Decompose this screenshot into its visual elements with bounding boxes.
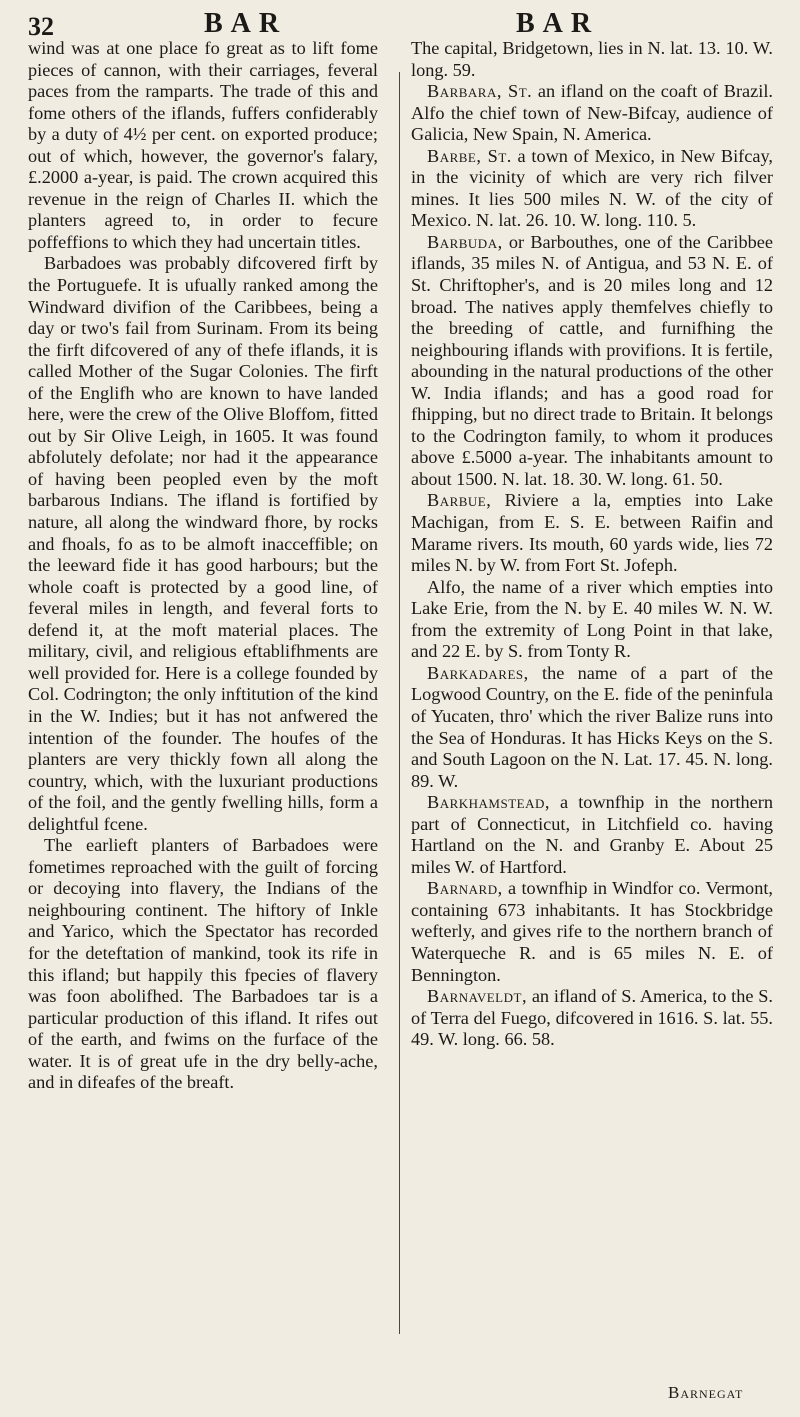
left-column (28, 38, 378, 1094)
entry-barbe-text: a town of Mexico, in New Bifcay, in the vicinity of which are very rich filver mines. It lies 500 miles N. W. of the city of Mexico. N. lat. 26. 10. W. long. 110. 5. (411, 145, 773, 231)
entry-barbue (411, 490, 773, 576)
entry-barbuda (411, 232, 773, 491)
entry-barnaveldt (411, 986, 773, 1051)
entry-barkadares-text: the name of a part of the Logwood Country, on the E. fide of the peninfula of Yucaten, thro' which the river Balize runs into the Sea of Honduras. It has Hicks Keys on the S. and South Lagoon on the N. Lat. 17. 45. N. long. 89. W. (411, 662, 773, 791)
page-number: 32 (28, 12, 54, 41)
column-divider (399, 72, 400, 1334)
barbadoes-entry-continued: wind was at one place fo great as to lift fome pieces of cannon, with their carriages, feveral paces from the ramparts. The trade of this and fome others of the iflands, fuffers confiderably by a duty of 4½ per cent. on exported produce; out of which, however, the governor's falary, £.2000 a-year, is paid. The crown acquired this revenue in the reign of Charles II. which the planters agreed to, in order to fecure poffeffions to which they had uncertain titles. (28, 38, 378, 252)
running-head-left: BAR (204, 8, 288, 39)
headword-barbue: Barbue, (427, 490, 492, 511)
entry-barbuda-text: or Barbouthes, one of the Caribbee iflands, 35 miles N. of Antigua, and 53 N. E. of St. Chriftopher's, and is 20 miles long and 12 broad. The natives apply themfelves chiefly to the breeding of cattle, and furnifhing the neighbouring iflands with provifions. It is fertile, abounding in the natural productions of the other W. India iflands; and has a good road for fhipping, but no direct trade to Britain. It belongs to the Codrington family, to whom it produces above £.5000 a-year. The inhabitants amount to about 1500. N. lat. 18. 30. W. long. 61. 50. (411, 231, 773, 489)
entry-barbue-also: Alfo, the name of a river which empties into Lake Erie, from the N. by E. 40 miles W. N. W. from the extremity of Long Point in that lake, and 22 E. by S. from Tonty R. (411, 576, 773, 662)
entry-barnaveldt-text: an ifland of S. America, to the S. of Terra del Fuego, difcovered in 1616. S. lat. 55. 49. W. long. 66. 58. (411, 986, 773, 1050)
headword-barkhamstead: Barkhamstead, (427, 792, 550, 813)
entry-barnard-text: a townfhip in Windfor co. Vermont, containing 673 inhabitants. It has Stockbridge wefterly, and gives rife to the northern branch of Waterqueche R. and is 65 miles N. E. of Bennington. (411, 878, 773, 985)
catchword: Barnegat (668, 1383, 744, 1402)
entry-barkhamstead-text: a townfhip in the northern part of Connecticut, in Litchfield co. having Hartland on the N. and Granby E. About 25 miles W. of Hartford. (411, 792, 773, 877)
headword-barbara: Barbara, St. (427, 81, 533, 102)
barbadoes-history-paragraph: Barbadoes was probably difcovered firft by the Portuguefe. It is ufually ranked among the Windward divifion of the Caribbees, being a day or two's fail from Surinam. From its being the firft difcovered of any of thefe iflands, it is called Mother of the Sugar Colonies. The firft of the Englifh who are known to have landed here, were the crew of the Olive Bloffom, fitted out by Sir Olive Leigh, in 1605. It was found abfolutely defolate; nor had it the appearance of having been peopled even by the moft barbarous Indians. The ifland is fortified by nature, all along the windward fhore, by rocks and fhoals, fo as to be almoft inacceffible; on the leeward fide it has good harbours; but the whole coaft is protected by a good line, of feveral miles in length, and feveral forts to defend it, at the moft material places. The military, civil, and religious eftablifhments are well provided for. Here is a college founded by Col. Codrington; the only inftitution of the kind in the W. Indies; but it has not anfwered the intention of the founder. The houfes of the planters are very thickly fown all along the country, which, with the luxuriant productions of the foil, and the gently fwelling hills, form a delightful fcene. (28, 253, 378, 834)
headword-barnard: Barnard, (427, 878, 503, 899)
headword-barbe: Barbe, St. (427, 145, 512, 166)
barbadoes-capital-line: The capital, Bridgetown, lies in N. lat. 13. 10. W. long. 59. (411, 38, 773, 80)
headword-barkadares: Barkadares, (427, 662, 529, 683)
right-column (411, 38, 773, 1051)
entry-barkadares (411, 663, 773, 792)
entry-barbe (411, 146, 773, 232)
entry-barkhamstead (411, 792, 773, 878)
entry-barbara-text: an ifland on the coaft of Brazil. Alfo the chief town of New-Bifcay, audience of Galicia, New Spain, N. America. (411, 81, 773, 145)
entry-barbara (411, 81, 773, 146)
headword-barbuda: Barbuda, (427, 231, 503, 252)
entry-barbue-text: Riviere a la, empties into Lake Machigan, from E. S. E. between Raifin and Marame rivers. Its mouth, 60 yards wide, lies 72 miles N. by W. from Fort St. Jofeph. (411, 490, 773, 576)
headword-barnaveldt: Barnaveldt, (427, 986, 528, 1007)
running-head-right: BAR (516, 8, 600, 39)
barbadoes-planters-paragraph: The earlieft planters of Barbadoes were fometimes reproached with the guilt of forcing or decoying into flavery, the Indians of the neighbouring continent. The hiftory of Inkle and Yarico, which the Spectator has recorded for the deteftation of mankind, took its rife in this ifland; but happily this fpecies of flavery was foon abolifhed. The Barbadoes tar is a particular production of this ifland. It rifes out of the earth, and fwims on the furface of the water. It is of great ufe in the dry belly-ache, and in difeafes of the breaft. (28, 835, 378, 1093)
entry-barnard (411, 878, 773, 986)
